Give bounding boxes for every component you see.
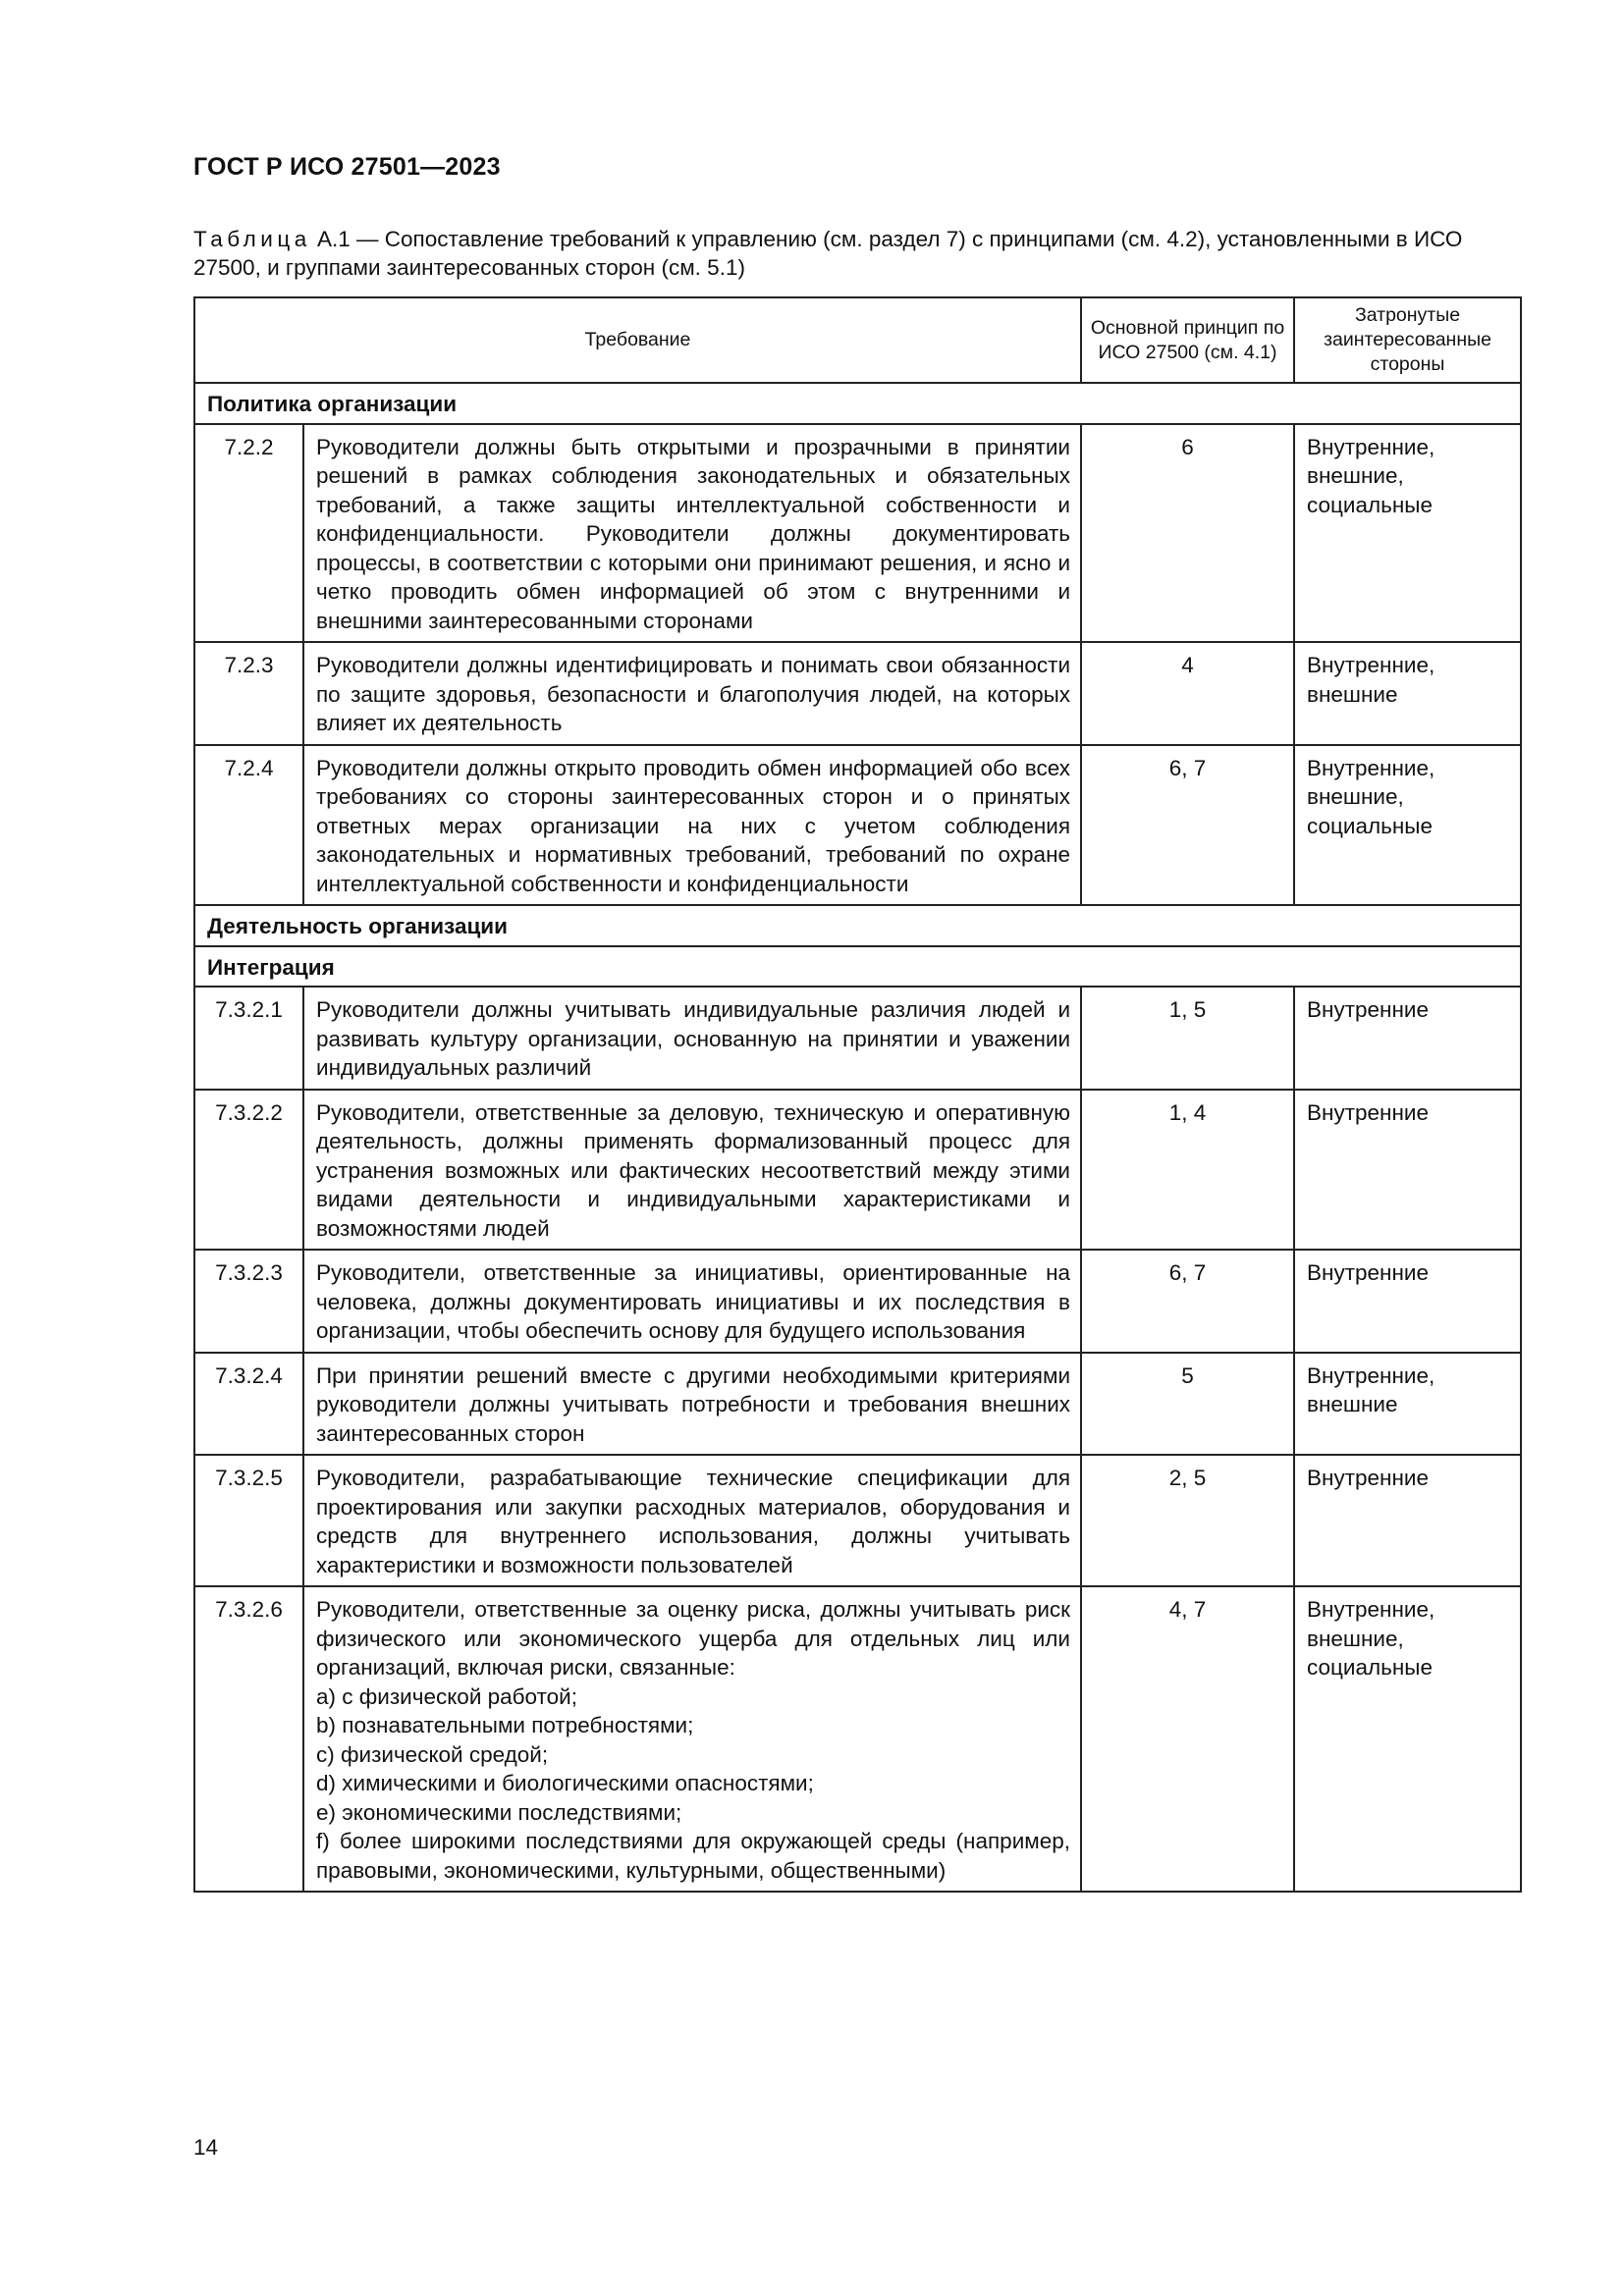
- stakeholder-line: Внутренние,: [1307, 1597, 1435, 1622]
- row-principle: 4: [1081, 642, 1294, 745]
- section-title: Интеграция: [194, 946, 1521, 988]
- stakeholder-line: Внутренние: [1307, 1260, 1429, 1285]
- table-row: [194, 1250, 1521, 1353]
- section-row-policy: [194, 383, 1521, 424]
- row-principle: 1, 5: [1081, 987, 1294, 1090]
- caption-number: А.1: [317, 227, 351, 251]
- table-caption: [193, 225, 1519, 282]
- row-number: 7.2.3: [194, 642, 303, 745]
- row-requirement: Руководители, ответственные за инициативы, ориентированные на человека, должны документировать инициативы и их последствия в организации, чтобы обеспечить основу для будущего использования: [303, 1250, 1081, 1353]
- section-title: Деятельность организации: [194, 905, 1521, 946]
- row-principle: 5: [1081, 1353, 1294, 1456]
- row-requirement: При принятии решений вместе с другими необходимыми критериями руководители должны учитывать потребности и требования внешних заинтересованных сторон: [303, 1353, 1081, 1456]
- stakeholder-line: Внутренние: [1307, 1099, 1429, 1125]
- row-stakeholders: [1294, 745, 1521, 906]
- table-row: [194, 1586, 1521, 1892]
- table-row: [194, 1455, 1521, 1586]
- stakeholder-line: социальные: [1307, 1655, 1433, 1680]
- caption-text: — Сопоставление требований к управлению (см. раздел 7) с принципами (см. 4.2), установленными в ИСО 27500, и группами заинтересованных сторон (см. 5.1): [193, 227, 1463, 280]
- stakeholder-line: внешние,: [1307, 784, 1404, 809]
- row-number: 7.3.2.2: [194, 1090, 303, 1251]
- row-requirement: Руководители, разрабатывающие технические спецификации для проектирования или закупки расходных материалов, оборудования и средств для внутреннего использования, должны учитывать характеристики и возможности пользователей: [303, 1455, 1081, 1586]
- column-header-stakeholders: Затронутые заинтересованные стороны: [1294, 297, 1521, 383]
- table-row: [194, 642, 1521, 745]
- row-number: 7.2.2: [194, 424, 303, 643]
- stakeholder-line: Внутренние: [1307, 1466, 1429, 1490]
- row-requirement: Руководители должны открыто проводить обмен информацией обо всех требованиях со стороны заинтересованных сторон и о принятых ответных мерах организации на них с учетом соблюдения законодательных и нормативных требований, требований по охране интеллектуальной собственности и конфиденциальности: [303, 745, 1081, 906]
- column-header-principle: Основной принцип по ИСО 27500 (см. 4.1): [1081, 297, 1294, 383]
- row-stakeholders: [1294, 642, 1521, 745]
- section-row-integration: [194, 946, 1521, 988]
- row-requirement: Руководители, ответственные за деловую, техническую и оперативную деятельность, должны применять формализованный процесс для устранения возможных или фактических несоответствий между этими видами деятельности и индивидуальными характеристиками и возможностями людей: [303, 1090, 1081, 1251]
- list-item: f) более широкими последствиями для окружающей среды (например, правовыми, экономическими, культурными, общественными): [316, 1829, 1071, 1883]
- row-number: 7.2.4: [194, 745, 303, 906]
- stakeholder-line: социальные: [1307, 813, 1433, 838]
- row-principle: 6, 7: [1081, 745, 1294, 906]
- page-number: 14: [193, 2135, 219, 2160]
- row-number: 7.3.2.4: [194, 1353, 303, 1456]
- table-header-row: [194, 297, 1521, 383]
- table-row: [194, 745, 1521, 906]
- column-header-requirement: Требование: [194, 297, 1081, 383]
- stakeholder-line: внешние,: [1307, 1626, 1404, 1651]
- row-stakeholders: [1294, 424, 1521, 643]
- requirements-table: [193, 296, 1522, 1893]
- requirement-intro: Руководители, ответственные за оценку риска, должны учитывать риск физического или экономического ущерба для отдельных лиц или организаций, включая риски, связанные:: [316, 1597, 1071, 1680]
- row-stakeholders: [1294, 1353, 1521, 1456]
- document-header: ГОСТ Р ИСО 27501—2023: [193, 153, 501, 181]
- stakeholder-line: внешние: [1307, 681, 1398, 707]
- row-principle: 1, 4: [1081, 1090, 1294, 1251]
- row-stakeholders: [1294, 1090, 1521, 1251]
- stakeholder-line: Внутренние: [1307, 997, 1429, 1022]
- row-number: 7.3.2.6: [194, 1586, 303, 1892]
- stakeholder-line: Внутренние,: [1307, 755, 1435, 780]
- stakeholder-line: Внутренние,: [1307, 653, 1435, 677]
- row-stakeholders: [1294, 1586, 1521, 1892]
- table-row: [194, 1353, 1521, 1456]
- row-number: 7.3.2.1: [194, 987, 303, 1090]
- row-requirement: [303, 1586, 1081, 1892]
- row-stakeholders: [1294, 1250, 1521, 1353]
- table-row: [194, 987, 1521, 1090]
- stakeholder-line: внешние: [1307, 1392, 1398, 1416]
- row-requirement: Руководители должны учитывать индивидуальные различия людей и развивать культуру организации, основанную на принятии и уважении индивидуальных различий: [303, 987, 1081, 1090]
- caption-label: Таблица: [193, 227, 311, 251]
- section-title: Политика организации: [194, 383, 1521, 424]
- stakeholder-line: социальные: [1307, 492, 1433, 517]
- row-requirement: Руководители должны быть открытыми и прозрачными в принятии решений в рамках соблюдения законодательных и обязательных требований, а также защиты интеллектуальной собственности и конфиденциальности. Руководители должны документировать процессы, в соответствии с которыми они принимают решения, и ясно и четко проводить обмен информацией об этом с внутренними и внешними заинтересованными сторонами: [303, 424, 1081, 643]
- stakeholder-line: внешние,: [1307, 463, 1404, 488]
- row-principle: 6: [1081, 424, 1294, 643]
- row-number: 7.3.2.3: [194, 1250, 303, 1353]
- row-number: 7.3.2.5: [194, 1455, 303, 1586]
- row-requirement: Руководители должны идентифицировать и понимать свои обязанности по защите здоровья, безопасности и благополучия людей, на которых влияет их деятельность: [303, 642, 1081, 745]
- stakeholder-line: Внутренние,: [1307, 1362, 1435, 1388]
- list-item: c) физической средой;: [316, 1741, 549, 1767]
- list-item: a) с физической работой;: [316, 1683, 577, 1709]
- row-stakeholders: [1294, 1455, 1521, 1586]
- table-row: [194, 424, 1521, 643]
- stakeholder-line: Внутренние,: [1307, 434, 1435, 459]
- list-item: d) химическими и биологическими опасностями;: [316, 1771, 814, 1795]
- row-stakeholders: [1294, 987, 1521, 1090]
- section-row-activity: [194, 905, 1521, 946]
- list-item: b) познавательными потребностями;: [316, 1713, 694, 1737]
- row-principle: 6, 7: [1081, 1250, 1294, 1353]
- row-principle: 4, 7: [1081, 1586, 1294, 1892]
- row-principle: 2, 5: [1081, 1455, 1294, 1586]
- table-row: [194, 1090, 1521, 1251]
- list-item: e) экономическими последствиями;: [316, 1799, 682, 1825]
